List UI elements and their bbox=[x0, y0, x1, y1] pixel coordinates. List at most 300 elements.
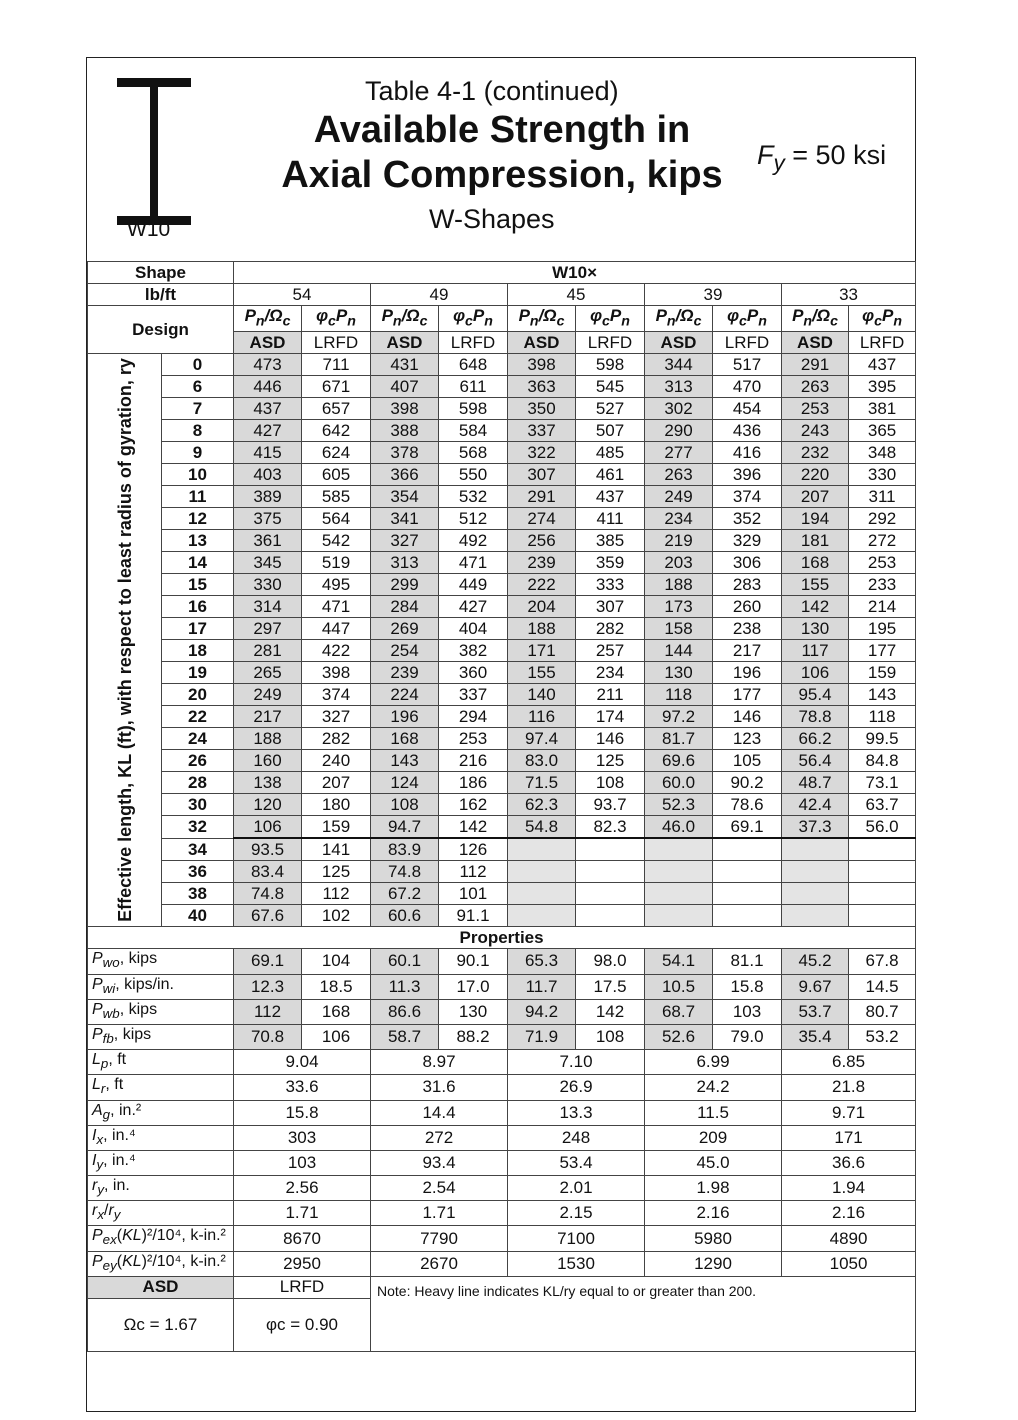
asd-label: ASD bbox=[234, 332, 302, 354]
lrfd-value: 542 bbox=[302, 530, 371, 552]
asd-value: 217 bbox=[234, 706, 302, 728]
asd-property: 69.1 bbox=[234, 949, 302, 974]
table-row bbox=[88, 1226, 916, 1251]
asd-property: 11.7 bbox=[508, 974, 576, 999]
lrfd-value: 143 bbox=[849, 684, 916, 706]
table-row bbox=[88, 262, 916, 284]
weight-header: lb/ft bbox=[88, 284, 234, 306]
asd-value: 291 bbox=[508, 486, 576, 508]
asd-property: 71.9 bbox=[508, 1024, 576, 1049]
lrfd-strength-header: $\varphi_cP_n$ bbox=[302, 306, 371, 332]
empty-cell bbox=[645, 883, 713, 905]
asd-value: 160 bbox=[234, 750, 302, 772]
table-row bbox=[88, 905, 916, 927]
asd-value: 118 bbox=[645, 684, 713, 706]
lrfd-value: 142 bbox=[439, 816, 508, 839]
lrfd-value: 105 bbox=[713, 750, 782, 772]
lrfd-value: 141 bbox=[302, 838, 371, 861]
lrfd-value: 611 bbox=[439, 376, 508, 398]
empty-cell bbox=[849, 861, 916, 883]
property-value: 33.6 bbox=[234, 1075, 371, 1100]
lrfd-value: 207 bbox=[302, 772, 371, 794]
asd-value: 52.3 bbox=[645, 794, 713, 816]
asd-value: 168 bbox=[371, 728, 439, 750]
property-label: $L_p$, ft bbox=[88, 1050, 234, 1075]
lrfd-value: 642 bbox=[302, 420, 371, 442]
lrfd-value: 91.1 bbox=[439, 905, 508, 927]
lrfd-value: 327 bbox=[302, 706, 371, 728]
empty-cell bbox=[576, 861, 645, 883]
asd-value: 327 bbox=[371, 530, 439, 552]
table-row bbox=[88, 1050, 916, 1075]
property-label: $P_{wo}$, kips bbox=[88, 949, 234, 974]
lrfd-value: 282 bbox=[302, 728, 371, 750]
property-value: 8.97 bbox=[371, 1050, 508, 1075]
asd-value: 130 bbox=[645, 662, 713, 684]
lrfd-value: 657 bbox=[302, 398, 371, 420]
property-value: 2670 bbox=[371, 1251, 508, 1276]
lrfd-property: 106 bbox=[302, 1024, 371, 1049]
lrfd-value: 125 bbox=[576, 750, 645, 772]
lrfd-value: 492 bbox=[439, 530, 508, 552]
asd-strength-header: $P_n/\Omega_c$ bbox=[234, 306, 302, 332]
asd-value: 219 bbox=[645, 530, 713, 552]
lrfd-value: 427 bbox=[439, 596, 508, 618]
property-value: 2.56 bbox=[234, 1176, 371, 1201]
asd-property: 58.7 bbox=[371, 1024, 439, 1049]
asd-value: 473 bbox=[234, 354, 302, 376]
property-value: 8670 bbox=[234, 1226, 371, 1251]
asd-value: 281 bbox=[234, 640, 302, 662]
property-value: 5980 bbox=[645, 1226, 782, 1251]
property-value: 93.4 bbox=[371, 1150, 508, 1175]
asd-value: 249 bbox=[645, 486, 713, 508]
asd-value: 158 bbox=[645, 618, 713, 640]
lrfd-value: 211 bbox=[576, 684, 645, 706]
lrfd-value: 196 bbox=[713, 662, 782, 684]
asd-property: 86.6 bbox=[371, 999, 439, 1024]
asd-value: 253 bbox=[782, 398, 849, 420]
asd-value: 366 bbox=[371, 464, 439, 486]
asd-value: 117 bbox=[782, 640, 849, 662]
asd-value: 389 bbox=[234, 486, 302, 508]
asd-strength-header: $P_n/\Omega_c$ bbox=[645, 306, 713, 332]
property-value: 21.8 bbox=[782, 1075, 916, 1100]
lrfd-property: 130 bbox=[439, 999, 508, 1024]
lrfd-value: 411 bbox=[576, 508, 645, 530]
lrfd-value: 233 bbox=[849, 574, 916, 596]
lrfd-strength-header: $\varphi_cP_n$ bbox=[439, 306, 508, 332]
asd-strength-header: $P_n/\Omega_c$ bbox=[508, 306, 576, 332]
empty-cell bbox=[782, 838, 849, 861]
lrfd-property: 98.0 bbox=[576, 949, 645, 974]
lrfd-value: 93.7 bbox=[576, 794, 645, 816]
empty-cell bbox=[849, 905, 916, 927]
asd-value: 314 bbox=[234, 596, 302, 618]
kl-value: 0 bbox=[162, 354, 234, 376]
asd-property: 53.7 bbox=[782, 999, 849, 1024]
asd-value: 142 bbox=[782, 596, 849, 618]
lrfd-value: 112 bbox=[439, 861, 508, 883]
lrfd-value: 180 bbox=[302, 794, 371, 816]
empty-cell bbox=[782, 883, 849, 905]
kl-value: 34 bbox=[162, 838, 234, 861]
yield-strength: $F_y = 50$ ksi bbox=[757, 140, 887, 176]
lrfd-value: 108 bbox=[576, 772, 645, 794]
shape-header: Shape bbox=[88, 262, 234, 284]
asd-value: 263 bbox=[782, 376, 849, 398]
property-value: 7.10 bbox=[508, 1050, 645, 1075]
table-row bbox=[88, 772, 916, 794]
asd-value: 361 bbox=[234, 530, 302, 552]
empty-cell bbox=[782, 905, 849, 927]
property-value: 9.04 bbox=[234, 1050, 371, 1075]
asd-value: 106 bbox=[782, 662, 849, 684]
asd-value: 130 bbox=[782, 618, 849, 640]
kl-value: 15 bbox=[162, 574, 234, 596]
empty-cell bbox=[508, 838, 576, 861]
asd-value: 66.2 bbox=[782, 728, 849, 750]
lrfd-value: 564 bbox=[302, 508, 371, 530]
kl-value: 19 bbox=[162, 662, 234, 684]
table-row bbox=[88, 999, 916, 1024]
asd-property: 112 bbox=[234, 999, 302, 1024]
lrfd-property: 108 bbox=[576, 1024, 645, 1049]
lrfd-value: 174 bbox=[576, 706, 645, 728]
lrfd-value: 385 bbox=[576, 530, 645, 552]
lrfd-value: 507 bbox=[576, 420, 645, 442]
lrfd-value: 471 bbox=[439, 552, 508, 574]
table-row bbox=[88, 838, 916, 861]
asd-value: 124 bbox=[371, 772, 439, 794]
asd-value: 204 bbox=[508, 596, 576, 618]
table-row bbox=[88, 750, 916, 772]
property-value: 303 bbox=[234, 1125, 371, 1150]
lrfd-value: 90.2 bbox=[713, 772, 782, 794]
weight-value: 45 bbox=[508, 284, 645, 306]
asd-strength-header: $P_n/\Omega_c$ bbox=[371, 306, 439, 332]
property-value: 4890 bbox=[782, 1226, 916, 1251]
lrfd-value: 395 bbox=[849, 376, 916, 398]
asd-value: 269 bbox=[371, 618, 439, 640]
table-row bbox=[88, 883, 916, 905]
asd-value: 74.8 bbox=[234, 883, 302, 905]
asd-value: 407 bbox=[371, 376, 439, 398]
property-label: $L_r$, ft bbox=[88, 1075, 234, 1100]
property-value: 171 bbox=[782, 1125, 916, 1150]
lrfd-value: 257 bbox=[576, 640, 645, 662]
asd-value: 83.0 bbox=[508, 750, 576, 772]
lrfd-value: 381 bbox=[849, 398, 916, 420]
asd-value: 81.7 bbox=[645, 728, 713, 750]
strength-table bbox=[87, 261, 916, 1352]
kl-value: 9 bbox=[162, 442, 234, 464]
asd-value: 284 bbox=[371, 596, 439, 618]
empty-cell bbox=[713, 905, 782, 927]
shape-label: W10 bbox=[127, 218, 171, 241]
table-row bbox=[88, 574, 916, 596]
kl-value: 32 bbox=[162, 816, 234, 839]
lrfd-property: 17.5 bbox=[576, 974, 645, 999]
lrfd-value: 337 bbox=[439, 684, 508, 706]
lrfd-value: 99.5 bbox=[849, 728, 916, 750]
lrfd-value: 584 bbox=[439, 420, 508, 442]
asd-value: 173 bbox=[645, 596, 713, 618]
table-row bbox=[88, 464, 916, 486]
lrfd-value: 436 bbox=[713, 420, 782, 442]
asd-value: 427 bbox=[234, 420, 302, 442]
lrfd-value: 84.8 bbox=[849, 750, 916, 772]
asd-strength-header: $P_n/\Omega_c$ bbox=[782, 306, 849, 332]
asd-value: 290 bbox=[645, 420, 713, 442]
lrfd-value: 216 bbox=[439, 750, 508, 772]
asd-value: 354 bbox=[371, 486, 439, 508]
asd-value: 67.2 bbox=[371, 883, 439, 905]
lrfd-property: 18.5 bbox=[302, 974, 371, 999]
weight-value: 39 bbox=[645, 284, 782, 306]
asd-value: 56.4 bbox=[782, 750, 849, 772]
lrfd-property: 80.7 bbox=[849, 999, 916, 1024]
lrfd-strength-header: $\varphi_cP_n$ bbox=[576, 306, 645, 332]
asd-value: 140 bbox=[508, 684, 576, 706]
lrfd-label: LRFD bbox=[713, 332, 782, 354]
property-value: 7100 bbox=[508, 1226, 645, 1251]
empty-cell bbox=[576, 883, 645, 905]
lrfd-value: 123 bbox=[713, 728, 782, 750]
table-row bbox=[88, 728, 916, 750]
lrfd-value: 217 bbox=[713, 640, 782, 662]
asd-value: 108 bbox=[371, 794, 439, 816]
kl-value: 10 bbox=[162, 464, 234, 486]
asd-value: 155 bbox=[782, 574, 849, 596]
property-label: $I_y$, in.⁴ bbox=[88, 1150, 234, 1175]
table-row bbox=[88, 508, 916, 530]
lrfd-value: 272 bbox=[849, 530, 916, 552]
lrfd-value: 126 bbox=[439, 838, 508, 861]
property-label: $P_{wi}$, kips/in. bbox=[88, 974, 234, 999]
asd-value: 330 bbox=[234, 574, 302, 596]
lrfd-property: 104 bbox=[302, 949, 371, 974]
asd-value: 277 bbox=[645, 442, 713, 464]
lrfd-value: 146 bbox=[713, 706, 782, 728]
asd-value: 60.0 bbox=[645, 772, 713, 794]
footer-note: Note: Heavy line indicates KL/ry equal to or greater than 200. bbox=[371, 1276, 916, 1351]
asd-value: 446 bbox=[234, 376, 302, 398]
empty-cell bbox=[645, 861, 713, 883]
lrfd-value: 177 bbox=[713, 684, 782, 706]
asd-value: 46.0 bbox=[645, 816, 713, 839]
asd-value: 341 bbox=[371, 508, 439, 530]
lrfd-value: 253 bbox=[849, 552, 916, 574]
lrfd-value: 471 bbox=[302, 596, 371, 618]
asd-property: 52.6 bbox=[645, 1024, 713, 1049]
kl-value: 17 bbox=[162, 618, 234, 640]
lrfd-property: 53.2 bbox=[849, 1024, 916, 1049]
weight-value: 54 bbox=[234, 284, 371, 306]
property-value: 209 bbox=[645, 1125, 782, 1150]
table-row bbox=[88, 442, 916, 464]
lrfd-value: 282 bbox=[576, 618, 645, 640]
asd-value: 239 bbox=[508, 552, 576, 574]
empty-cell bbox=[645, 905, 713, 927]
property-value: 24.2 bbox=[645, 1075, 782, 1100]
lrfd-value: 527 bbox=[576, 398, 645, 420]
asd-property: 68.7 bbox=[645, 999, 713, 1024]
lrfd-value: 585 bbox=[302, 486, 371, 508]
asd-value: 196 bbox=[371, 706, 439, 728]
lrfd-value: 396 bbox=[713, 464, 782, 486]
property-value: 9.71 bbox=[782, 1100, 916, 1125]
table-row bbox=[88, 420, 916, 442]
asd-value: 83.4 bbox=[234, 861, 302, 883]
asd-property: 11.3 bbox=[371, 974, 439, 999]
asd-value: 239 bbox=[371, 662, 439, 684]
lrfd-value: 550 bbox=[439, 464, 508, 486]
property-value: 248 bbox=[508, 1125, 645, 1150]
empty-cell bbox=[645, 838, 713, 861]
kl-value: 16 bbox=[162, 596, 234, 618]
asd-value: 378 bbox=[371, 442, 439, 464]
asd-property: 9.67 bbox=[782, 974, 849, 999]
asd-label: ASD bbox=[508, 332, 576, 354]
asd-property: 10.5 bbox=[645, 974, 713, 999]
shape-value: W10× bbox=[234, 262, 916, 284]
asd-value: 398 bbox=[371, 398, 439, 420]
kl-value: 36 bbox=[162, 861, 234, 883]
design-header: Design bbox=[88, 306, 234, 354]
table-header bbox=[87, 58, 915, 262]
asd-property: 12.3 bbox=[234, 974, 302, 999]
table-row bbox=[88, 1075, 916, 1100]
property-label: $I_x$, in.⁴ bbox=[88, 1125, 234, 1150]
lrfd-value: 159 bbox=[302, 816, 371, 839]
asd-value: 93.5 bbox=[234, 838, 302, 861]
asd-value: 54.8 bbox=[508, 816, 576, 839]
property-value: 45.0 bbox=[645, 1150, 782, 1175]
kl-value: 14 bbox=[162, 552, 234, 574]
lrfd-property: 81.1 bbox=[713, 949, 782, 974]
asd-value: 307 bbox=[508, 464, 576, 486]
asd-value: 263 bbox=[645, 464, 713, 486]
lrfd-value: 485 bbox=[576, 442, 645, 464]
property-value: 31.6 bbox=[371, 1075, 508, 1100]
lrfd-value: 374 bbox=[713, 486, 782, 508]
asd-value: 234 bbox=[645, 508, 713, 530]
empty-cell bbox=[508, 861, 576, 883]
empty-cell bbox=[576, 905, 645, 927]
lrfd-value: 69.1 bbox=[713, 816, 782, 839]
lrfd-value: 73.1 bbox=[849, 772, 916, 794]
asd-label: ASD bbox=[645, 332, 713, 354]
asd-value: 274 bbox=[508, 508, 576, 530]
asd-value: 254 bbox=[371, 640, 439, 662]
lrfd-value: 186 bbox=[439, 772, 508, 794]
empty-cell bbox=[849, 883, 916, 905]
lrfd-value: 348 bbox=[849, 442, 916, 464]
lrfd-strength-header: $\varphi_cP_n$ bbox=[849, 306, 916, 332]
table-row bbox=[88, 1100, 916, 1125]
lrfd-value: 253 bbox=[439, 728, 508, 750]
asd-value: 345 bbox=[234, 552, 302, 574]
lrfd-property: 88.2 bbox=[439, 1024, 508, 1049]
table-row bbox=[88, 1276, 916, 1298]
table-row bbox=[88, 816, 916, 839]
lrfd-value: 333 bbox=[576, 574, 645, 596]
table-row bbox=[88, 398, 916, 420]
lrfd-value: 329 bbox=[713, 530, 782, 552]
asd-value: 138 bbox=[234, 772, 302, 794]
asd-value: 37.3 bbox=[782, 816, 849, 839]
empty-cell bbox=[713, 883, 782, 905]
asd-value: 97.2 bbox=[645, 706, 713, 728]
lrfd-value: 519 bbox=[302, 552, 371, 574]
kl-value: 13 bbox=[162, 530, 234, 552]
lrfd-property: 14.5 bbox=[849, 974, 916, 999]
asd-value: 207 bbox=[782, 486, 849, 508]
table-row bbox=[88, 1176, 916, 1201]
asd-value: 375 bbox=[234, 508, 302, 530]
lrfd-value: 102 bbox=[302, 905, 371, 927]
lrfd-strength-header: $\varphi_cP_n$ bbox=[713, 306, 782, 332]
property-label: $P_{ex}(KL)^2/10^4$, k-in.² bbox=[88, 1226, 234, 1251]
table-row bbox=[88, 662, 916, 684]
property-value: 53.4 bbox=[508, 1150, 645, 1175]
lrfd-value: 545 bbox=[576, 376, 645, 398]
asd-value: 155 bbox=[508, 662, 576, 684]
omega-value: Ωc = 1.67 bbox=[88, 1298, 234, 1351]
property-value: 1530 bbox=[508, 1251, 645, 1276]
lrfd-value: 437 bbox=[849, 354, 916, 376]
table-row bbox=[88, 1150, 916, 1175]
lrfd-value: 648 bbox=[439, 354, 508, 376]
lrfd-property: 168 bbox=[302, 999, 371, 1024]
empty-cell bbox=[508, 905, 576, 927]
page-title: Available Strength in Axial Compression, kips bbox=[281, 109, 723, 196]
property-value: 2950 bbox=[234, 1251, 371, 1276]
lrfd-value: 125 bbox=[302, 861, 371, 883]
lrfd-value: 598 bbox=[439, 398, 508, 420]
empty-cell bbox=[508, 883, 576, 905]
property-value: 7790 bbox=[371, 1226, 508, 1251]
asd-value: 94.7 bbox=[371, 816, 439, 839]
asd-value: 291 bbox=[782, 354, 849, 376]
property-label: $P_{ey}(KL)^2/10^4$, k-in.² bbox=[88, 1251, 234, 1276]
property-label: $P_{wb}$, kips bbox=[88, 999, 234, 1024]
table-row bbox=[88, 618, 916, 640]
asd-label: ASD bbox=[782, 332, 849, 354]
empty-cell bbox=[849, 838, 916, 861]
lrfd-value: 352 bbox=[713, 508, 782, 530]
asd-value: 398 bbox=[508, 354, 576, 376]
property-value: 2.54 bbox=[371, 1176, 508, 1201]
property-value: 1.71 bbox=[234, 1201, 371, 1226]
table-row bbox=[88, 1024, 916, 1049]
lrfd-value: 82.3 bbox=[576, 816, 645, 839]
kl-value: 38 bbox=[162, 883, 234, 905]
asd-property: 70.8 bbox=[234, 1024, 302, 1049]
property-value: 15.8 bbox=[234, 1100, 371, 1125]
table-row bbox=[88, 486, 916, 508]
asd-value: 344 bbox=[645, 354, 713, 376]
table-row bbox=[88, 596, 916, 618]
asd-value: 350 bbox=[508, 398, 576, 420]
y-axis-text: Effective length, KL (ft), with respect to least radius of gyration, ry bbox=[114, 358, 135, 923]
lrfd-property: 17.0 bbox=[439, 974, 508, 999]
asd-property: 65.3 bbox=[508, 949, 576, 974]
table-row bbox=[88, 354, 916, 376]
kl-value: 18 bbox=[162, 640, 234, 662]
property-value: 1290 bbox=[645, 1251, 782, 1276]
